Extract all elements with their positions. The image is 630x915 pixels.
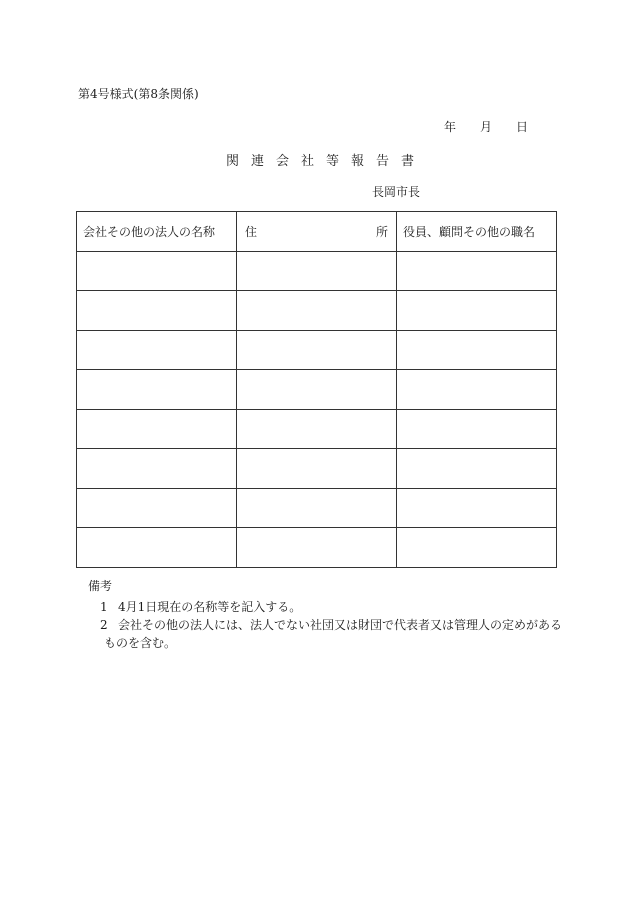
cell-company-name[interactable] (77, 330, 237, 370)
header-position: 役員、顧問その他の職名 (397, 212, 557, 252)
cell-address[interactable] (237, 330, 397, 370)
cell-position[interactable] (397, 488, 557, 528)
cell-company-name[interactable] (77, 370, 237, 410)
cell-position[interactable] (397, 528, 557, 568)
cell-company-name[interactable] (77, 251, 237, 291)
table-row (77, 488, 557, 528)
cell-position[interactable] (397, 330, 557, 370)
report-table (76, 211, 557, 568)
table-row (77, 370, 557, 410)
table-row (77, 330, 557, 370)
remark-note-number: 1 (100, 600, 108, 614)
header-company-name: 会社その他の法人の名称 (77, 212, 237, 252)
cell-position[interactable] (397, 449, 557, 489)
cell-position[interactable] (397, 251, 557, 291)
remark-note-number: 2 (100, 618, 108, 632)
remark-note-1 (100, 598, 301, 615)
table-row (77, 291, 557, 331)
cell-address[interactable] (237, 449, 397, 489)
cell-address[interactable] (237, 528, 397, 568)
cell-address[interactable] (237, 409, 397, 449)
date-year-label: 年 (444, 120, 457, 134)
cell-position[interactable] (397, 370, 557, 410)
cell-company-name[interactable] (77, 528, 237, 568)
remark-note-text: 4月1日現在の名称等を記入する。 (118, 600, 302, 614)
cell-address[interactable] (237, 488, 397, 528)
recipient: 長岡市長 (372, 185, 421, 199)
cell-address[interactable] (237, 370, 397, 410)
document-title: 関連会社等報告書 (226, 154, 427, 169)
header-address (237, 212, 397, 252)
remark-note-2-continuation: ものを含む。 (104, 636, 177, 650)
table-header-row (77, 212, 557, 252)
cell-company-name[interactable] (77, 409, 237, 449)
cell-company-name[interactable] (77, 449, 237, 489)
date-day-label: 日 (516, 120, 529, 134)
table-row (77, 528, 557, 568)
header-address-right: 所 (375, 224, 388, 239)
header-address-left: 住 (245, 224, 258, 239)
table-body (77, 251, 557, 567)
cell-position[interactable] (397, 409, 557, 449)
cell-company-name[interactable] (77, 291, 237, 331)
remarks-title: 備考 (88, 579, 113, 593)
table-row (77, 409, 557, 449)
cell-address[interactable] (237, 291, 397, 331)
date-month-label: 月 (480, 120, 493, 134)
date-line (444, 118, 536, 135)
cell-address[interactable] (237, 251, 397, 291)
table-row (77, 449, 557, 489)
cell-company-name[interactable] (77, 488, 237, 528)
remark-note-2 (100, 616, 562, 633)
form-number: 第4号様式(第8条関係) (78, 87, 199, 101)
table-row (77, 251, 557, 291)
remark-note-text: 会社その他の法人には、法人でない社団又は財団で代表者又は管理人の定めがある (118, 618, 563, 632)
cell-position[interactable] (397, 291, 557, 331)
